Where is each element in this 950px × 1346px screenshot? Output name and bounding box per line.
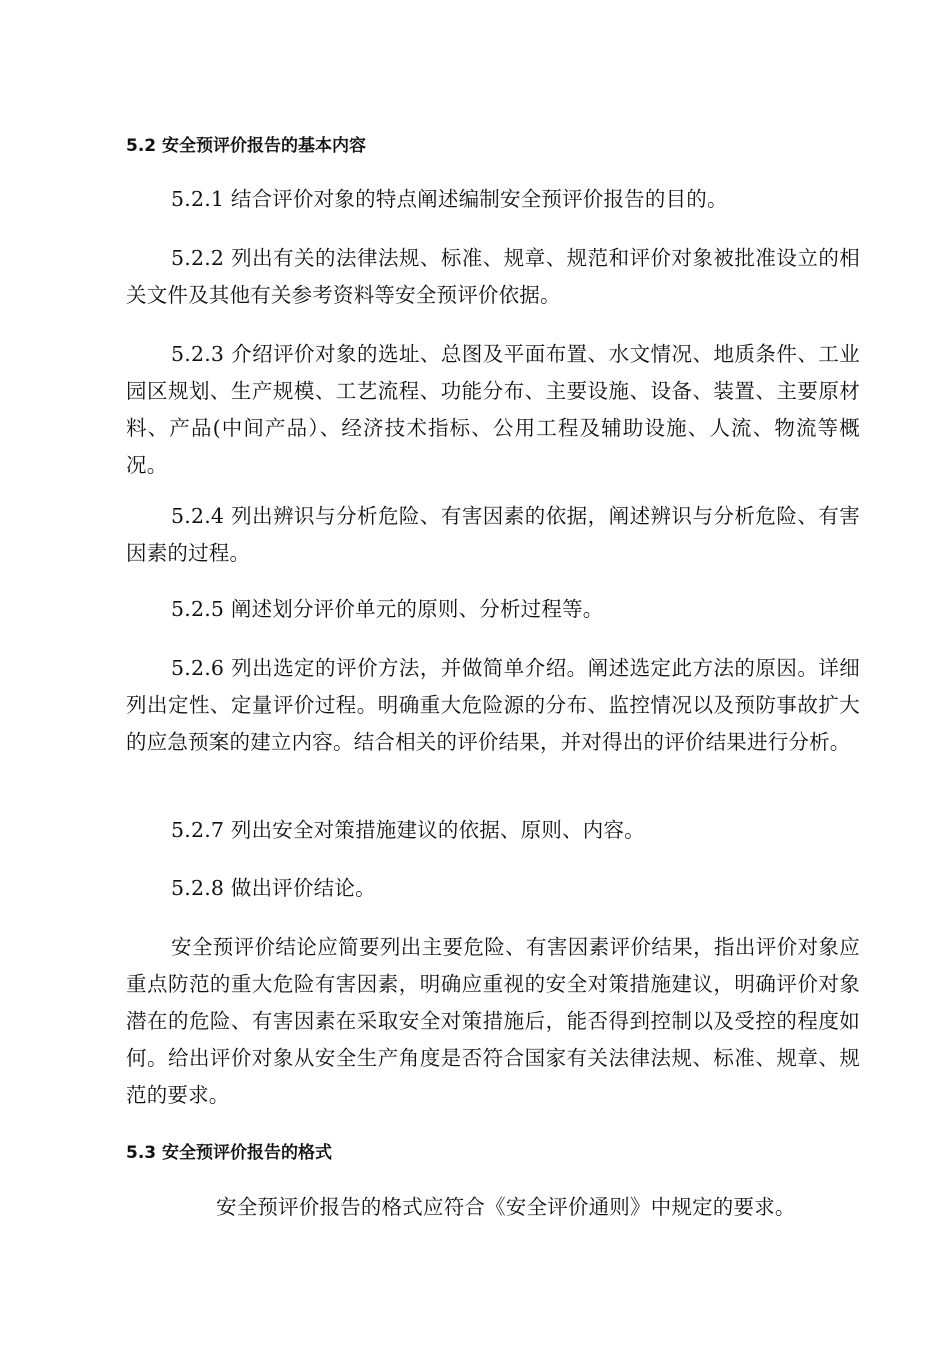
section-5-2-heading: 5.2 安全预评价报告的基本内容 [126,136,367,156]
paragraph-5-2-1: 5.2.1 结合评价对象的特点阐述编制安全预评价报告的目的。 [171,187,728,211]
paragraph-5-2-2: 5.2.2 列出有关的法律法规、标准、规章、规范和评价对象被批准设立的相关文件及其他有关参考资料等安全预评价依据。 [126,246,860,307]
paragraph-5-2-8: 5.2.8 做出评价结论。 [171,876,376,900]
paragraph-5-2-3: 5.2.3 介绍评价对象的选址、总图及平面布置、水文情况、地质条件、工业园区规划、生产规模、工艺流程、功能分布、主要设施、设备、装置、主要原材料、产品(中间产品）、经济技术指标、公用工程及辅助设施、人流、物流等概况。 [126,342,860,477]
paragraph-5-2-7: 5.2.7 列出安全对策措施建议的依据、原则、内容。 [171,818,645,842]
paragraph-conclusion: 安全预评价结论应简要列出主要危险、有害因素评价结果，指出评价对象应重点防范的重大危险有害因素，明确应重视的安全对策措施建议，明确评价对象潜在的危险、有害因素在采取安全对策措施后，能否得到控制以及受控的程度如何。给出评价对象从安全生产角度是否符合国家有关法律法规、标准、规章、规范的要求。 [126,935,860,1107]
paragraph-5-2-4: 5.2.4 列出辨识与分析危险、有害因素的依据，阐述辨识与分析危险、有害因素的过程。 [126,504,860,565]
paragraph-5-3: 安全预评价报告的格式应符合《安全评价通则》中规定的要求。 [216,1195,796,1219]
paragraph-5-2-5: 5.2.5 阐述划分评价单元的原则、分析过程等。 [171,597,604,621]
section-5-3-heading: 5.3 安全预评价报告的格式 [126,1143,333,1163]
paragraph-5-2-6: 5.2.6 列出选定的评价方法，并做简单介绍。阐述选定此方法的原因。详细列出定性、定量评价过程。明确重大危险源的分布、监控情况以及预防事故扩大的应急预案的建立内容。结合相关的评价结果，并对得出的评价结果进行分析。 [126,656,860,754]
